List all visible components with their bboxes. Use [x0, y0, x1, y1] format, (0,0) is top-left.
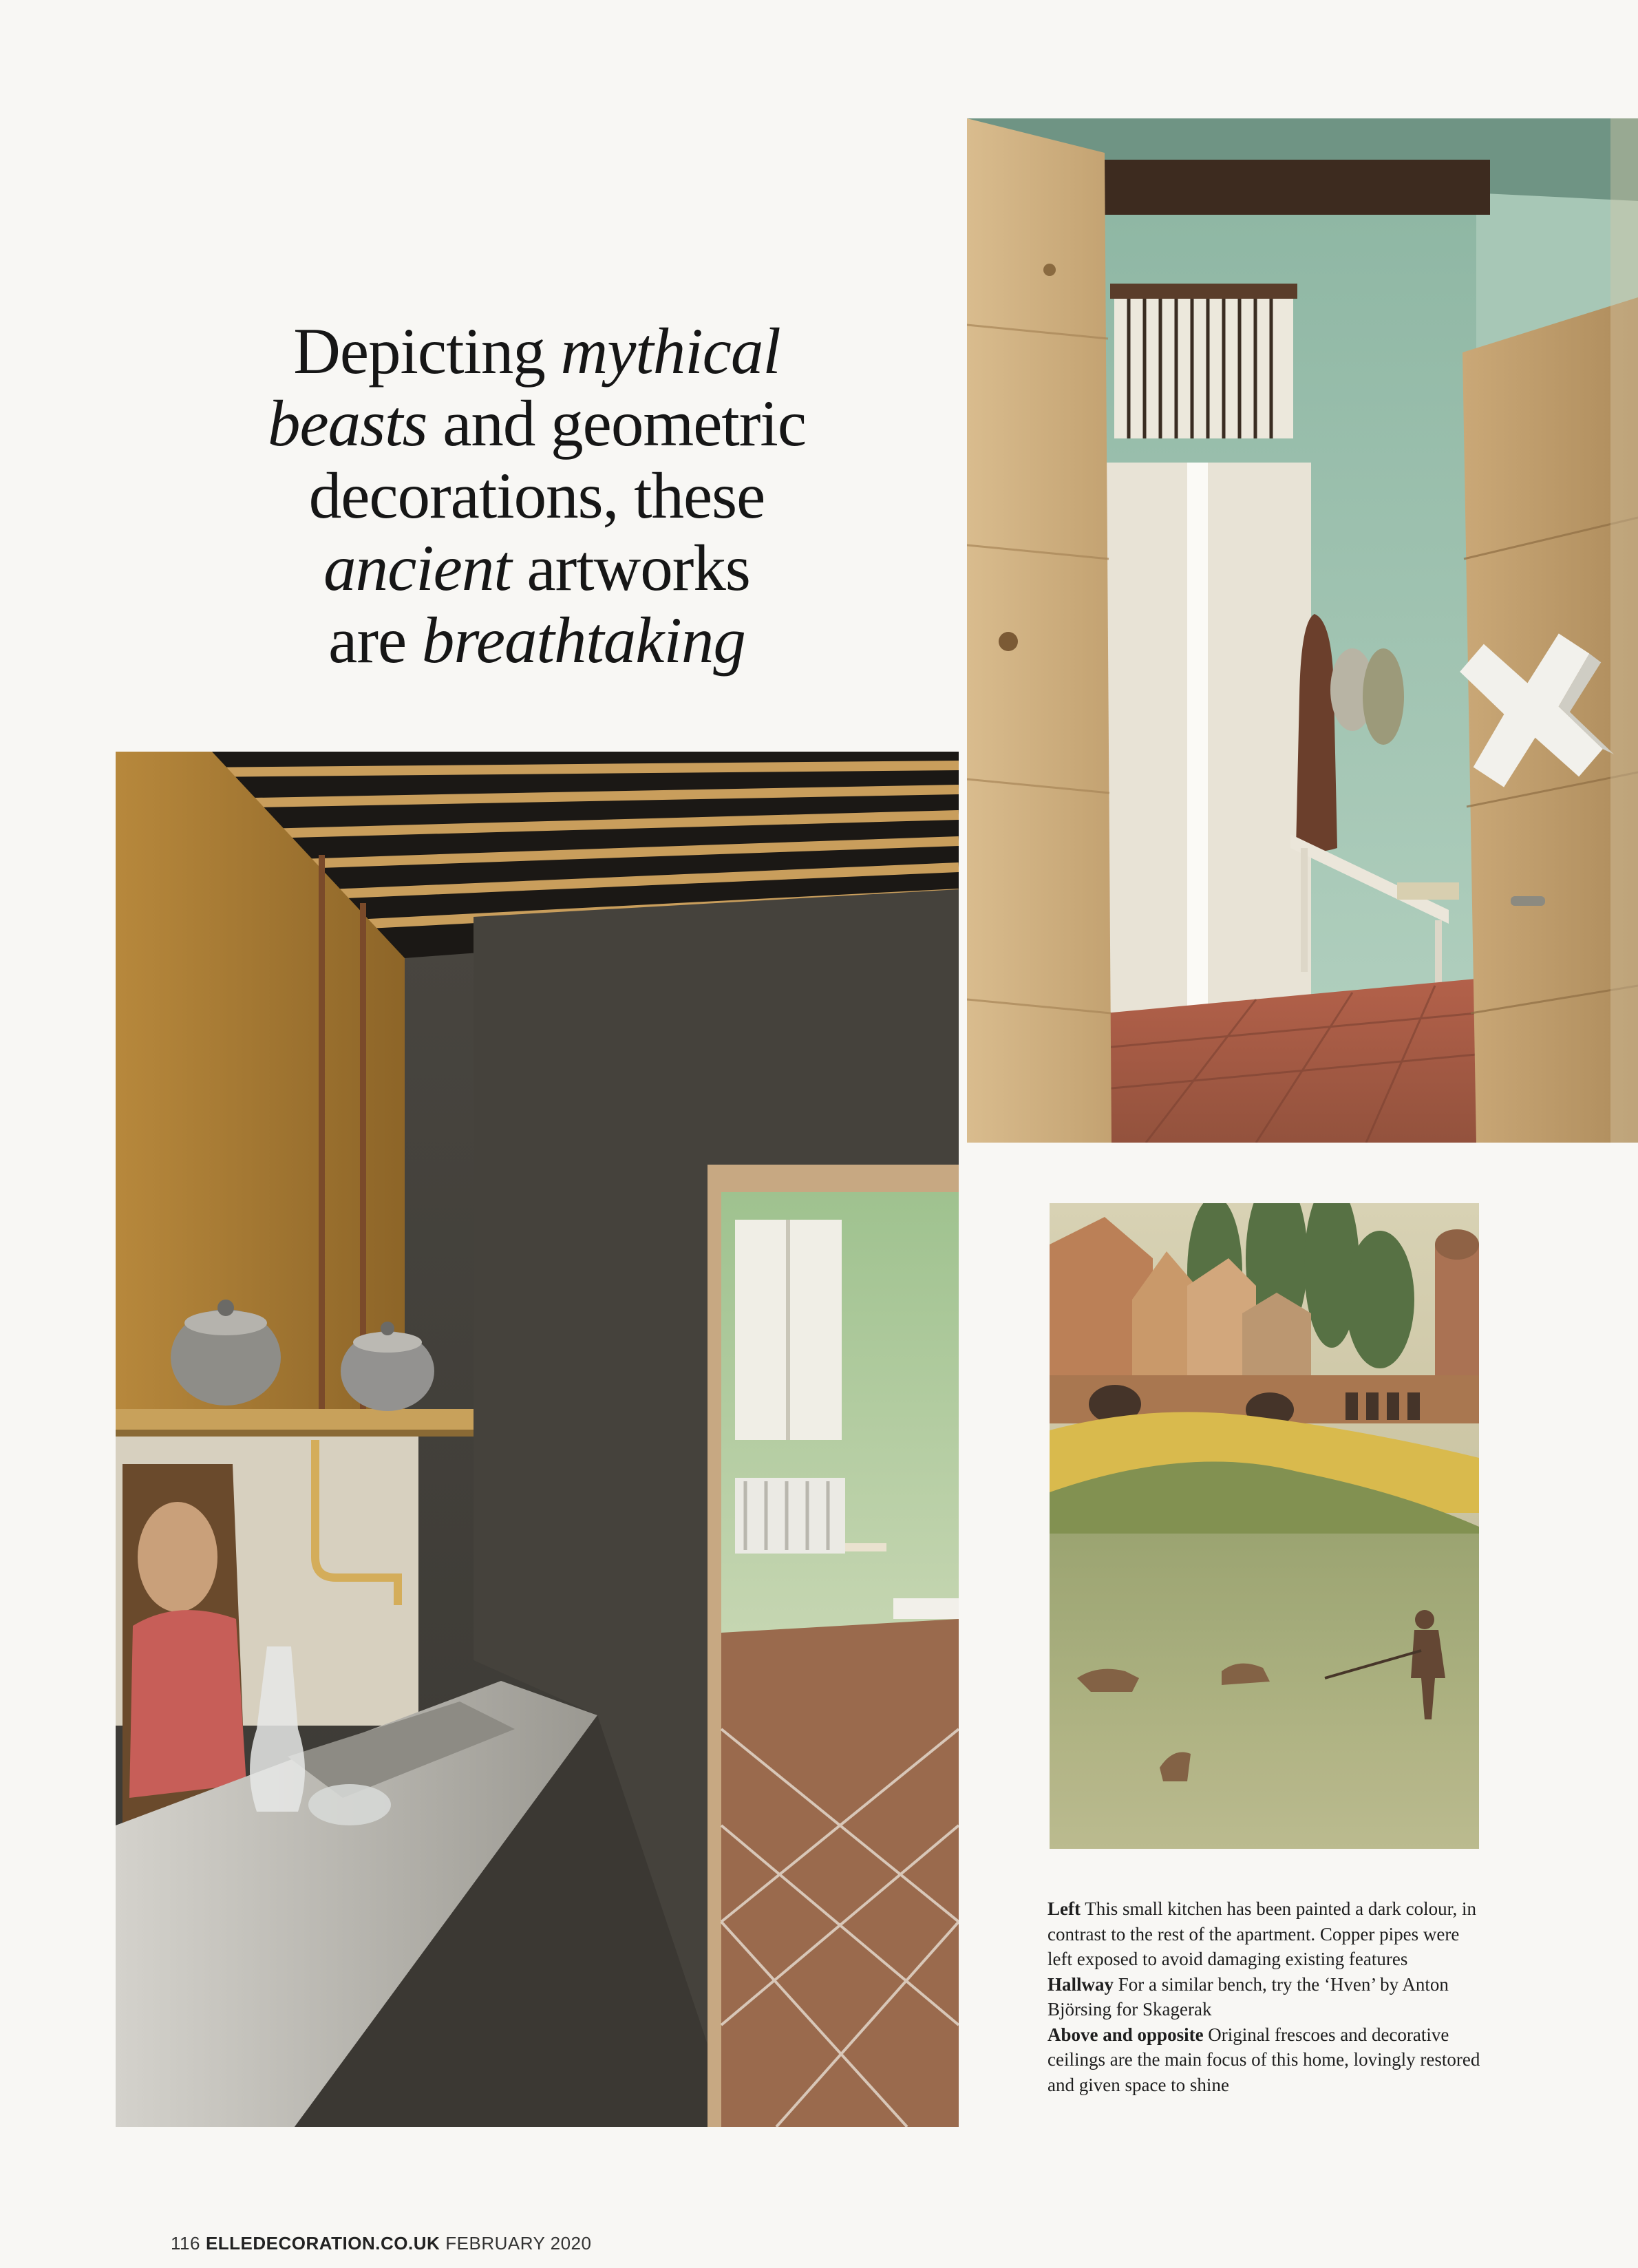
caption-text: Original frescoes and decorative ceilings are the main focus of this home, lovingly restored and given space to shine	[1047, 2024, 1480, 2095]
pull-quote	[227, 315, 847, 677]
photo-caption	[1047, 1896, 1488, 2097]
pull-quote-text: are	[328, 604, 422, 677]
caption-label: Above and opposite	[1047, 2024, 1204, 2045]
page-number: 116	[171, 2233, 200, 2254]
website-link[interactable]: ELLEDECORATION.CO.UK	[205, 2233, 440, 2254]
pull-quote-text: Depicting	[293, 315, 561, 388]
pull-quote-italic: mythical	[560, 315, 780, 388]
pull-quote-text: decorations, these	[308, 459, 765, 532]
issue-date: FEBRUARY 2020	[445, 2233, 592, 2254]
caption-hallway	[1047, 1972, 1488, 2022]
caption-label: Hallway	[1047, 1973, 1114, 1995]
page-folio	[171, 2233, 591, 2254]
kitchen-photo	[116, 752, 959, 2127]
pull-quote-italic: ancient	[323, 531, 511, 604]
pull-quote-italic: breathtaking	[421, 604, 745, 677]
caption-text: For a similar bench, try the ‘Hven’ by Anton Björsing for Skagerak	[1047, 1973, 1449, 2020]
pull-quote-text: and geometric	[427, 387, 806, 460]
caption-label: Left	[1047, 1898, 1081, 1919]
pull-quote-italic: beasts	[268, 387, 427, 460]
caption-left	[1047, 1896, 1488, 1972]
hallway-photo	[967, 118, 1638, 1143]
caption-text: This small kitchen has been painted a dark colour, in contrast to the rest of the apartment. Copper pipes were left exposed to avoid damaging existing features	[1047, 1898, 1476, 1969]
pull-quote-text: artworks	[511, 531, 750, 604]
fresco-photo	[1050, 1203, 1479, 1849]
caption-above	[1047, 2022, 1488, 2098]
